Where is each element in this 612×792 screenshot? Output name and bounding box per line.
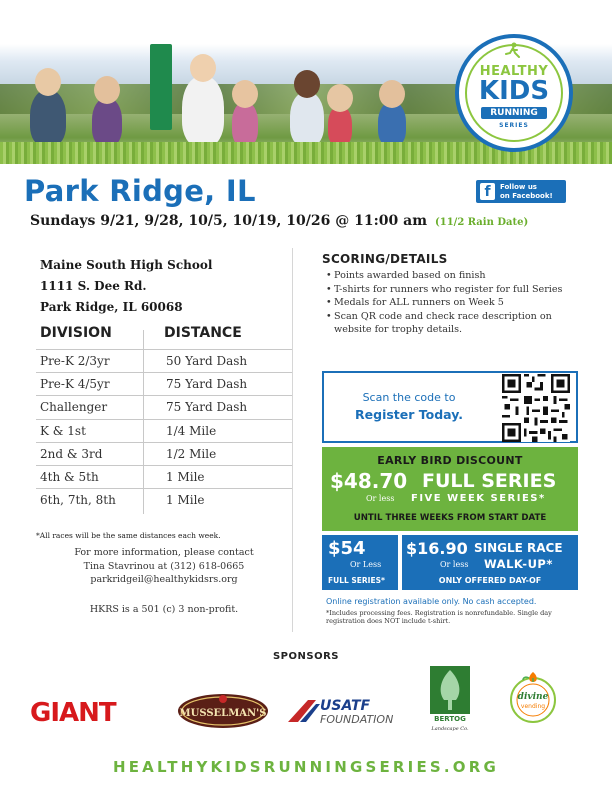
single-race-walkup: WALK-UP* [484, 557, 553, 571]
runner-child [92, 98, 122, 146]
register-box[interactable] [322, 371, 578, 443]
list-item: • Points awarded based on finish [326, 269, 586, 283]
division-cell: 2nd & 3rd [40, 446, 103, 461]
early-bird-subtitle: FIVE WEEK SERIES* [411, 493, 546, 504]
online-registration-note: Online registration available only. No cash accepted. [326, 597, 537, 606]
header-division: DIVISION [40, 325, 112, 341]
venue-address [40, 255, 212, 318]
facebook-label [500, 183, 553, 200]
runner-child [290, 92, 324, 146]
early-bird-or-less: Or less [366, 494, 395, 503]
division-cell: Pre-K 4/5yr [40, 377, 110, 392]
facebook-line1: Follow us [500, 183, 537, 191]
table-row [36, 442, 292, 465]
website-link[interactable]: HEALTHYKIDSRUNNINGSERIES.ORG [112, 758, 500, 776]
giant-logo[interactable]: GIANT [30, 698, 116, 728]
single-race-price-box [402, 535, 578, 590]
contact-email[interactable]: parkridgeil@healthykidsrs.org [90, 574, 238, 585]
bertog-text: BERTOG [434, 715, 466, 723]
scoring-list [326, 269, 586, 337]
race-dates-text: Sundays 9/21, 9/28, 10/5, 10/19, 10/26 @ 11:00 am [30, 213, 428, 229]
distance-cell: 1 Mile [166, 493, 205, 508]
runner-child [328, 106, 352, 146]
runner-icon [503, 42, 523, 60]
single-race-or-less: Or less [440, 560, 469, 569]
facebook-button[interactable] [476, 180, 566, 203]
early-bird-label: FULL SERIES [422, 470, 557, 492]
race-dates [30, 213, 528, 229]
start-flag [150, 44, 172, 130]
venue-city: Park Ridge, IL 60068 [40, 300, 183, 314]
usatf-foundation-logo[interactable] [286, 696, 406, 726]
musselmans-text: MUSSELMAN'S [179, 708, 267, 719]
table-row [36, 488, 292, 511]
divine-sub-text: vending [520, 703, 546, 710]
nonprofit-note: HKRS is a 501 (c) 3 non-profit. [89, 604, 239, 615]
full-series-label: FULL SERIES* [328, 576, 385, 585]
runner-child [232, 102, 258, 146]
distance-cell: 1/4 Mile [166, 423, 217, 438]
bertog-sub-text: Landscape Co. [431, 726, 469, 732]
early-bird-until: UNTIL THREE WEEKS FROM START DATE [353, 513, 547, 523]
distance-note: *All races will be the same distances each week. [36, 531, 221, 540]
register-line2: Register Today. [355, 407, 463, 422]
venue-name: Maine South High School [40, 258, 213, 272]
list-item: • Medals for ALL runners on Week 5 [326, 296, 586, 310]
table-row [36, 395, 292, 418]
page-title: Park Ridge, IL [24, 174, 256, 208]
divine-vending-logo[interactable] [508, 668, 558, 728]
single-race-label: SINGLE RACE [474, 541, 563, 555]
logo-running-text: RUNNING [481, 107, 547, 119]
division-table-header [36, 325, 292, 349]
table-row [36, 465, 292, 488]
list-item: • Scan QR code and check race description on website for trophy details. [326, 310, 586, 337]
fees-note: *Includes processing fees. Registration is nonrefundable. Single day registration does NOT include t-shirt. [326, 609, 552, 625]
facebook-line2: on Facebook! [500, 191, 553, 200]
runner-child [30, 90, 66, 146]
register-line1: Scan the code to [362, 391, 456, 404]
division-cell: K & 1st [40, 423, 86, 438]
facebook-icon: f [480, 183, 495, 200]
full-series-or-less: Or Less [350, 560, 382, 569]
musselmans-logo[interactable] [177, 692, 269, 730]
table-row [36, 349, 292, 372]
early-bird-price: $48.70 [330, 469, 408, 493]
single-race-price: $16.90 [406, 539, 468, 558]
distance-cell: 50 Yard Dash [166, 354, 248, 369]
distance-cell: 1 Mile [166, 470, 205, 485]
division-cell: 4th & 5th [40, 470, 99, 485]
usatf-text: USATF [320, 698, 371, 714]
logo-kids-text: KIDS [478, 76, 550, 106]
distance-cell: 75 Yard Dash [166, 377, 248, 392]
table-row [36, 372, 292, 395]
distance-cell: 75 Yard Dash [166, 400, 248, 415]
division-cell: Pre-K 2/3yr [40, 354, 110, 369]
runner-child [182, 76, 224, 146]
column-divider [292, 248, 293, 632]
logo-healthy-text: HEALTHY [479, 64, 549, 79]
distance-cell: 1/2 Mile [166, 446, 217, 461]
healthy-kids-logo[interactable] [455, 34, 573, 152]
qr-code-icon[interactable] [502, 374, 570, 442]
scoring-title: SCORING/DETAILS [322, 252, 448, 266]
contact-info [64, 546, 264, 587]
list-item: • T-shirts for runners who register for full Series [326, 283, 586, 297]
header-distance: DISTANCE [164, 325, 242, 341]
contact-phone: Tina Stavrinou at (312) 618-0665 [83, 560, 245, 572]
contact-line1: For more information, please contact [74, 547, 254, 558]
early-bird-title: EARLY BIRD DISCOUNT [377, 454, 523, 467]
venue-street: 1111 S. Dee Rd. [40, 279, 147, 293]
divine-text: divine [517, 692, 549, 702]
full-series-price: $54 [328, 538, 366, 559]
logo-series-text: SERIES [499, 122, 529, 129]
table-row [36, 419, 292, 442]
division-table [36, 325, 292, 511]
usatf-sub-text: FOUNDATION [320, 713, 394, 726]
division-cell: 6th, 7th, 8th [40, 493, 116, 508]
early-bird-box [322, 447, 578, 531]
bertog-logo[interactable] [426, 664, 474, 732]
single-race-day-of: ONLY OFFERED DAY-OF [438, 576, 542, 585]
runner-child [378, 102, 406, 146]
rain-date: (11/2 Rain Date) [435, 217, 529, 228]
division-cell: Challenger [40, 400, 108, 415]
sponsors-title: SPONSORS [272, 651, 339, 662]
full-series-price-box [322, 535, 398, 590]
